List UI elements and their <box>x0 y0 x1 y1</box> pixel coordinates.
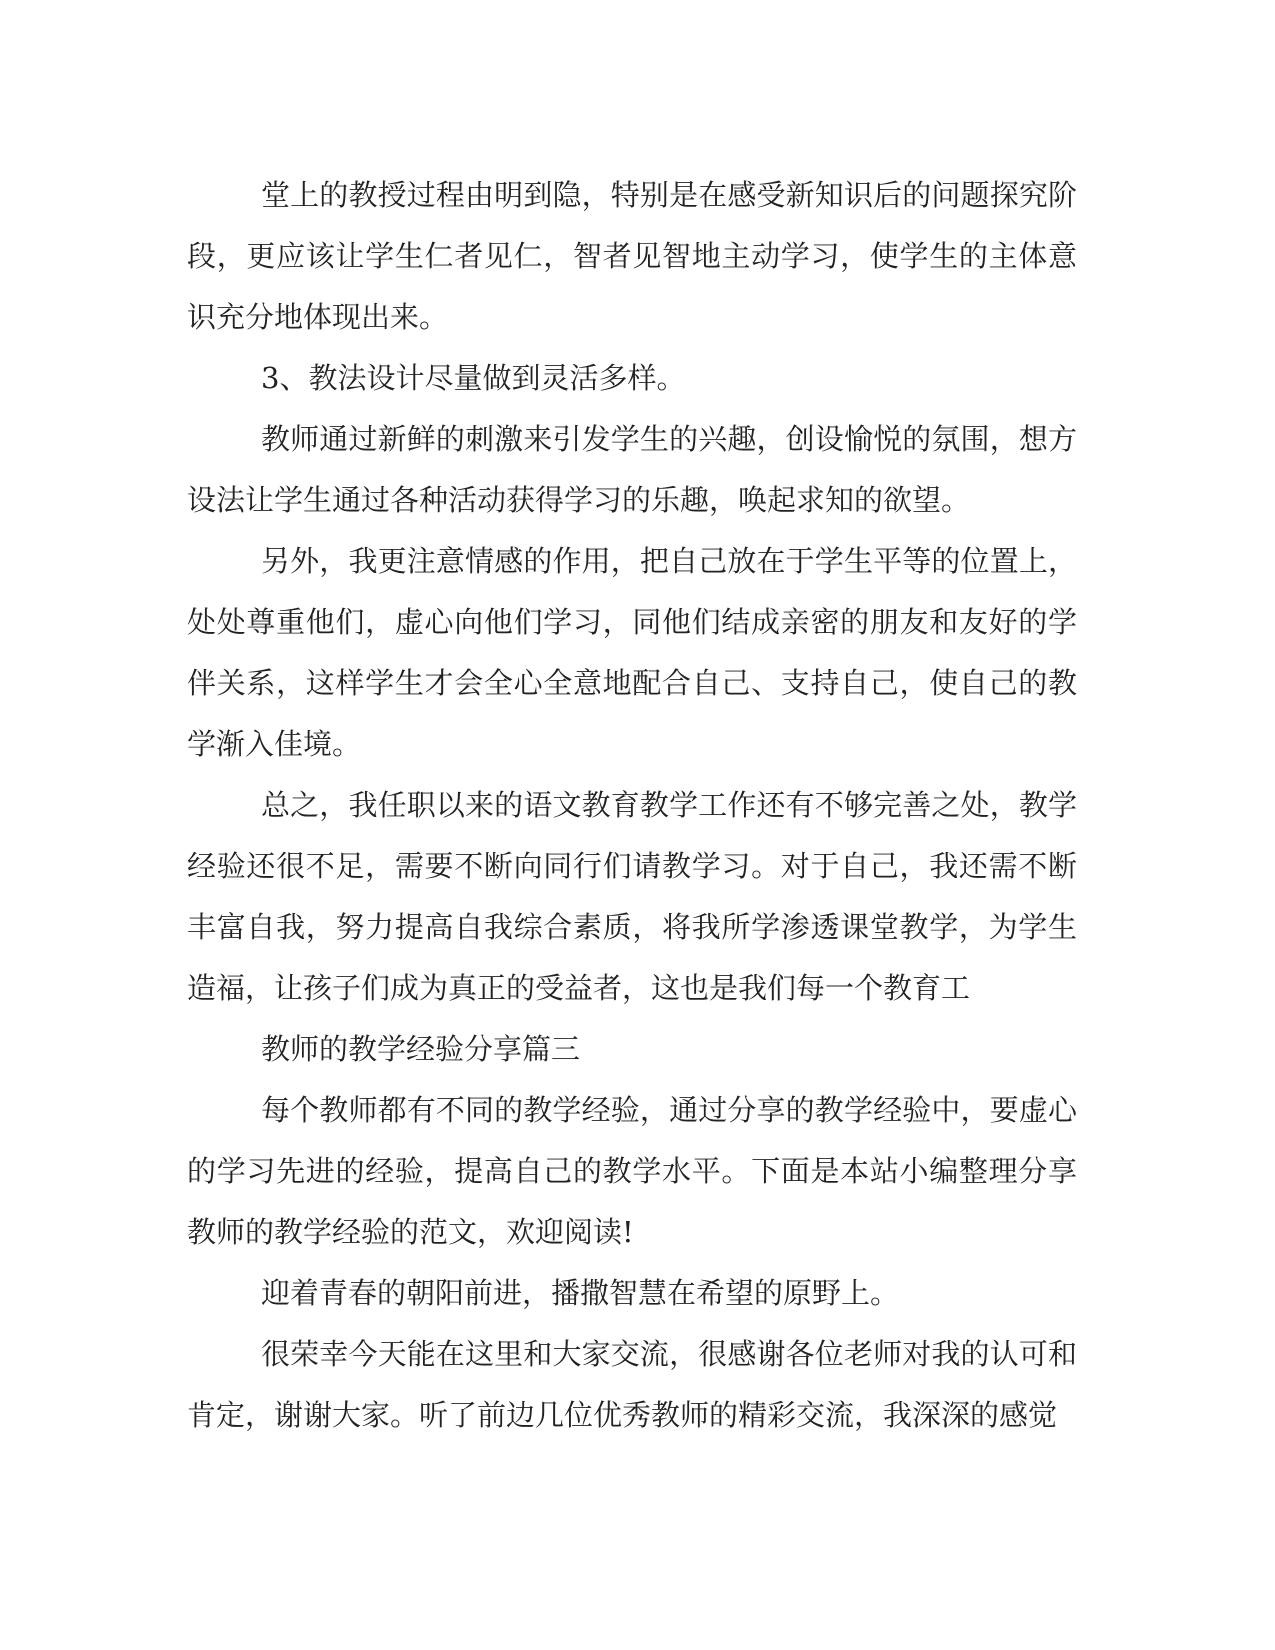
paragraph-classroom-process: 堂上的教授过程由明到隐，特别是在感受新知识后的问题探究阶段，更应该让学生仁者见仁，智者见智地主动学习，使学生的主体意识充分地体现出来。 <box>187 178 1077 334</box>
paragraph-youth-sunrise: 迎着青春的朝阳前进，播撒智慧在希望的原野上。 <box>261 1276 900 1310</box>
section-title-part-three: 教师的教学经验分享篇三 <box>261 1032 581 1066</box>
document-body <box>187 165 1077 1446</box>
paragraph-part-three-intro: 每个教师都有不同的教学经验，通过分享的教学经验中，要虚心的学习先进的经验，提高自己的教学水平。下面是本站小编整理分享教师的教学经验的范文，欢迎阅读! <box>187 1093 1077 1249</box>
paragraph-teaching-method-heading: 3、教法设计尽量做到灵活多样。 <box>261 361 686 395</box>
paragraph-stimulate-interest: 教师通过新鲜的刺激来引发学生的兴趣，创设愉悦的氛围，想方设法让学生通过各种活动获得学习的乐趣，唤起求知的欲望。 <box>187 422 1077 517</box>
paragraph-emotion-role: 另外，我更注意情感的作用，把自己放在于学生平等的位置上，处处尊重他们，虚心向他们学习，同他们结成亲密的朋友和友好的学伴关系，这样学生才会全心全意地配合自己、支持自己，使自己的教学渐入佳境。 <box>187 544 1077 761</box>
paragraph-summary: 总之，我任职以来的语文教育教学工作还有不够完善之处，教学经验还很不足，需要不断向同行们请教学习。对于自己，我还需不断丰富自我，努力提高自我综合素质，将我所学渗透课堂教学，为学生造福，让孩子们成为真正的受益者，这也是我们每一个教育工 <box>187 788 1077 1005</box>
paragraph-honored-exchange: 很荣幸今天能在这里和大家交流，很感谢各位老师对我的认可和肯定，谢谢大家。听了前边几位优秀教师的精彩交流，我深深的感觉 <box>187 1337 1077 1432</box>
